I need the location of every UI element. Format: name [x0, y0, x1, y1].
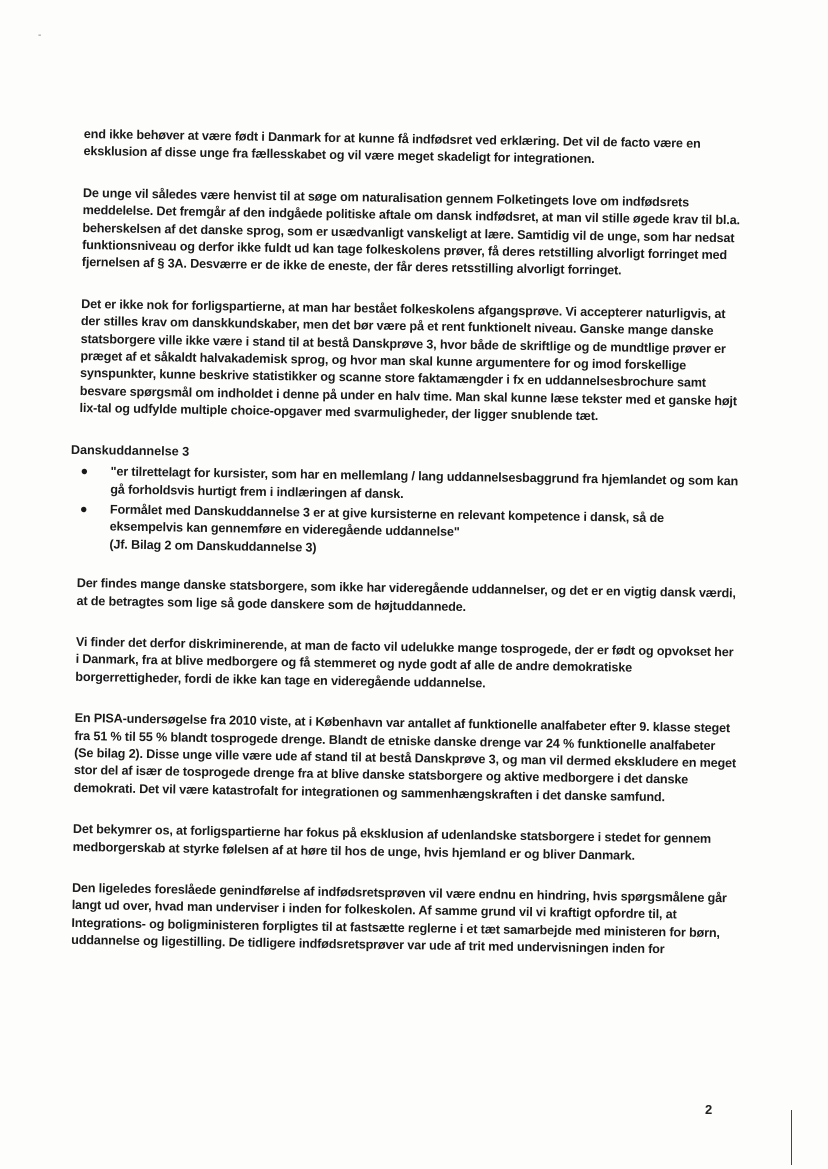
document-body	[71, 126, 746, 984]
paragraph: De unge vil således være henvist til at søge om naturalisation gennem Folketingets love om indfødsrets meddelelse. Det fremgår af den indgåede politiske aftale om dansk indfødsret, at man vil stille øgede krav til bl.a. beherskelsen af det danske sprog, som er usædvanligt vanskeligt at lære. Samtidig vil de unge, som har nedsat funktionsniveau og derfor ikke fuldt ud kan tage folkeskolens prøver, få deres retstilling alvorligt forringet med fjernelsen af § 3A. Desværre er de ikke de eneste, der får deres retsstilling alvorligt forringet.	[81, 185, 740, 278]
bullet-icon: ●	[79, 501, 88, 517]
bullet-item	[79, 501, 740, 563]
bullet-text: "er tilrettelagt for kursister, som har en mellemlang / lang uddannelsesbaggrund fra hjemlandet og som kan gå forholdsvis hurtigt frem i indlæringen af dansk.	[110, 464, 739, 501]
page-number: 2	[705, 1102, 713, 1117]
bullet-text: Formålet med Danskuddannelse 3 er at give kursisterne en relevant kompetence i dansk, så de eksempelvis kan gennemføre en videregående uddannelse"	[109, 502, 665, 540]
paragraph: Vi finder det derfor diskriminerende, at man de facto vil udelukke mange tosprogede, der er født og opvokset her i Danmark, fra at blive medborgere og få stemmeret og nyde godt af alle de andre demokratiske borgerrettigheder, fordi de ikke kan tage en videregående uddannelse.	[75, 634, 734, 691]
paragraph: Den ligeledes foreslåede genindførelse af indfødsretsprøven vil være endnu en hindring, hvis spørgsmålene går langt ud over, hvad man underviser i inden for folkeskolen. Af samme grund vil vi kraftigt opfordre til, at Integrations- og boligministeren forpligtes til at fastsætte reglerne i et tæt samarbejde med ministeren for børn, uddannelse og ligestilling. De tidligere indfødsretsprøver var ude af trit med undervisningen inden for	[71, 880, 727, 957]
bullet-icon: ●	[80, 464, 89, 479]
paragraph: Det er ikke nok for forligspartierne, at man har bestået folkeskolens afgangsprøve. Vi accepterer naturligvis, at der stilles krav om danskkundskaber, men det bør være på et rent funktionelt niveau. Ganske mange danske statsborgere ville ikke være i stand til at bestå Danskprøve 3, hvor både de skriftlige og de mundtlige prøver er præget af et såkaldt halvakademisk sprog, og hvor man skal kunne argumentere for og imod forskellige synspunkter, kunne beskrive statistikker og scanne store faktamængder i fx en uddannelsesbrochure samt besvare spørgsmål om indholdet i denne på under en halv time. Man skal kunne læse tekster med et ganske højt lix-tal og udfylde multiple choice-opgaver med svarmuligheder, der ligger snublende tæt.	[79, 296, 737, 424]
paragraph: Det bekymrer os, at forligspartierne har fokus på eksklusion af udenlandske statsborgere i stedet for gennem medborgerskab at styrke følelsen af at høre til hos de unge, hvis hjemland er og bliver Danmark.	[72, 822, 712, 863]
bullet-item	[80, 464, 740, 509]
paragraph: end ikke behøver at være født i Danmark for at kunne få indfødsret ved erklæring. Det vil de facto være en eksklusion af disse unge fra fællesskabet og vil være meget skadeligt for integrationen.	[83, 126, 701, 167]
bullet-reference: (Jf. Bilag 2 om Danskuddannelse 3)	[109, 537, 317, 555]
paragraph: Der findes mange danske statsborgere, som ikke har videregående uddannelser, og det er en vigtig dansk værdi, at de betragtes som lige så gode danskere som de højtuddannede.	[76, 576, 736, 614]
bullet-list	[77, 463, 740, 563]
paragraph: En PISA-undersøgelse fra 2010 viste, at i København var antallet af funktionelle analfabeter efter 9. klasse steget fra 51 % til 55 % blandt tosprogede drenge. Blandt de etniske danske drenge var 24 % funktionelle analfabeter (Se bilag 2). Disse unge ville være ude af stand til at bestå Danskprøve 3, og man vil dermed ekskludere en meget stor del af især de tosprogede drenge fra at blive danske statsborgere og aktive medborgere i det danske demokrati. Det vil være katastrofalt for integrationen og sammenhængskraften i det danske samfund.	[73, 711, 737, 804]
section-heading: Danskuddannelse 3	[70, 442, 190, 459]
page-edge-line	[791, 1110, 792, 1165]
scan-mark: -	[38, 30, 42, 41]
